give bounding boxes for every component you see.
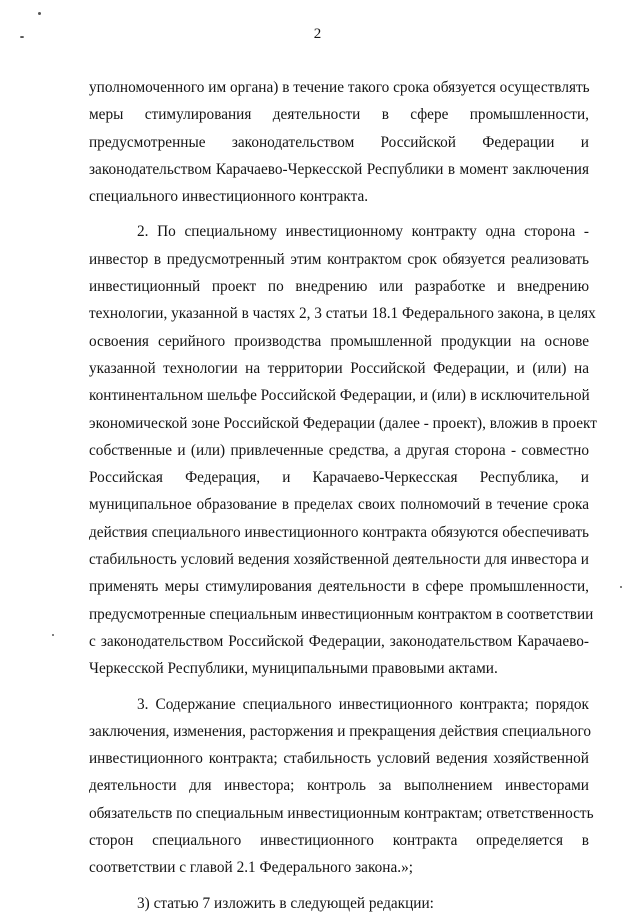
- text-line: технологии, указанной в частях 2, 3 статьи 18.1 Федерального закона, в целях: [89, 305, 596, 323]
- text-line: 2. По специальному инвестиционному контракту одна сторона -: [137, 223, 589, 241]
- text-line: законодательством Карачаево-Черкесской Республики в момент заключения: [89, 160, 589, 178]
- text-line: экономической зоне Российской Федерации (далее - проект), вложив в проект: [89, 414, 597, 432]
- text-line: действия специального инвестиционного контракта обязуются обеспечивать: [89, 523, 589, 541]
- paragraph-continuation: [89, 74, 589, 210]
- paragraph-2: [89, 218, 597, 682]
- text-line: меры стимулирования деятельности в сфере промышленности,: [89, 106, 589, 124]
- text-line: заключения, изменения, расторжения и прекращения действия специального: [89, 722, 592, 740]
- text-line: инвестор в предусмотренный этим контрактом срок обязуется реализовать: [89, 250, 589, 268]
- text-line: предусмотренные законодательством Российской Федерации и: [89, 133, 589, 151]
- text-line: стабильность условий ведения хозяйственной деятельности для инвестора и: [89, 551, 589, 569]
- scan-speck: [20, 36, 24, 38]
- text-line: 3) статью 7 изложить в следующей редакции:: [137, 894, 434, 912]
- text-line: собственные и (или) привлеченные средства, а другая сторона - совместно: [89, 441, 589, 459]
- text-line: указанной технологии на территории Российской Федерации, и (или) на: [89, 359, 589, 377]
- text-line: специального инвестиционного контракта.: [89, 188, 369, 206]
- text-line: деятельности для инвестора; контроль за выполнением инвесторами: [89, 777, 589, 795]
- page-number: 2: [313, 26, 322, 42]
- text-line: уполномоченного им органа) в течение такого срока обязуется осуществлять: [89, 79, 590, 96]
- text-line: соответствии с главой 2.1 Федерального закона.»;: [89, 859, 413, 877]
- paragraph-3: [89, 691, 594, 882]
- text-line: предусмотренные специальным инвестиционным контрактом в соответствии: [89, 605, 594, 623]
- scan-speck: [52, 634, 54, 636]
- scan-speck: [38, 12, 41, 15]
- text-line: сторон специального инвестиционного контракта определяется в: [89, 832, 589, 850]
- list-item-3: [89, 890, 589, 917]
- text-line: инвестиционного контракта; стабильность условий ведения хозяйственной: [89, 750, 589, 768]
- text-line: применять меры стимулирования деятельности в сфере промышленности,: [89, 578, 589, 596]
- text-line: 3. Содержание специального инвестиционного контракта; порядок: [137, 695, 589, 713]
- text-line: инвестиционный проект по внедрению или разработке и внедрению: [89, 278, 589, 296]
- document-body: [89, 74, 597, 917]
- scan-speck: [620, 586, 622, 588]
- text-line: Черкесской Республики, муниципальными правовыми актами.: [89, 660, 498, 678]
- text-line: муниципальное образование в пределах своих полномочий в течение срока: [89, 496, 589, 514]
- text-line: освоения серийного производства промышленной продукции на основе: [89, 332, 589, 350]
- text-line: обязательств по специальным инвестиционным контрактам; ответственность: [89, 804, 594, 822]
- text-line: с законодательством Российской Федерации, законодательством Карачаево-: [89, 632, 589, 650]
- text-line: Российская Федерация, и Карачаево-Черкесская Республика, и: [89, 469, 589, 487]
- text-line: континентальном шельфе Российской Федерации, и (или) в исключительной: [89, 387, 590, 405]
